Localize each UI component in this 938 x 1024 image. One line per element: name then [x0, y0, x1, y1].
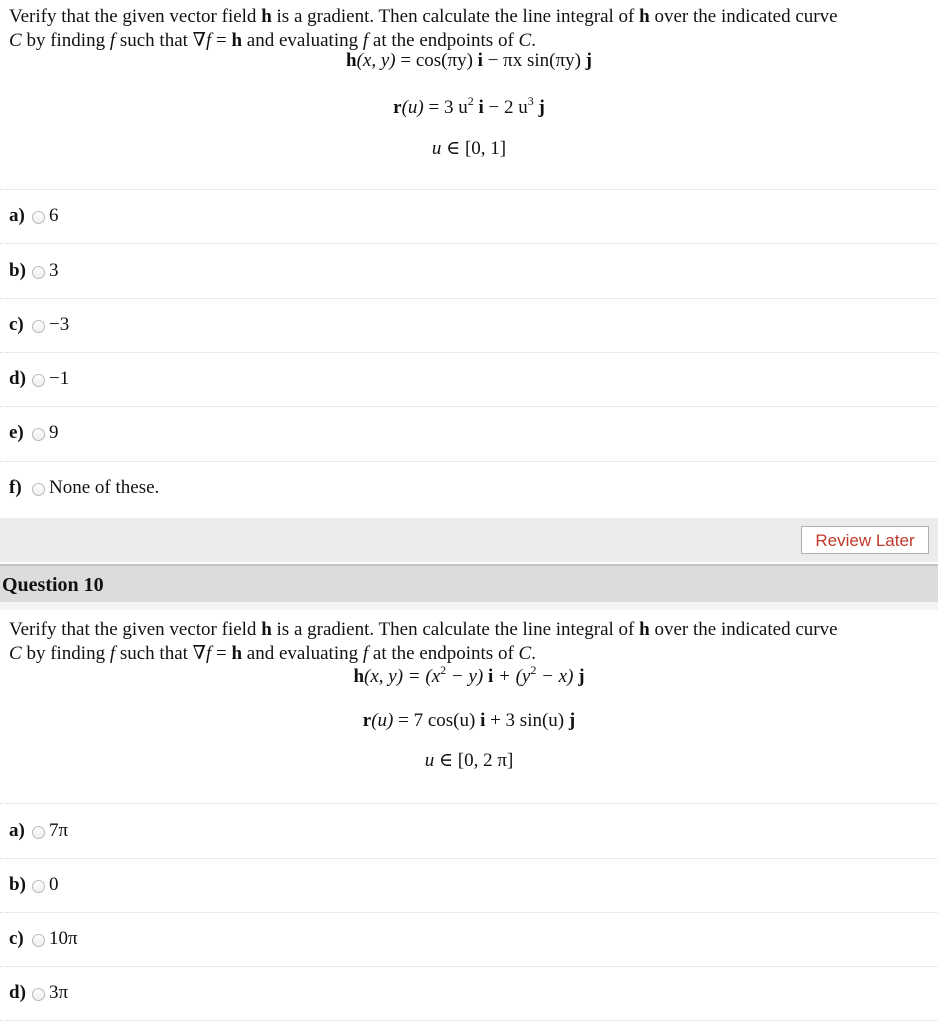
prompt-text: by finding [21, 30, 110, 51]
eq-part: j [568, 710, 576, 731]
question-prev-prompt-line1 [9, 5, 929, 29]
prompt-text: . [531, 643, 536, 664]
eq-part: i [480, 710, 486, 731]
eq-part: h [346, 50, 357, 71]
divider [0, 298, 938, 299]
radio-button[interactable] [32, 483, 45, 496]
eq-exponent: 3 [527, 94, 534, 108]
option-letter: c) [9, 314, 24, 335]
option-value: 3 [49, 260, 59, 281]
option-d[interactable] [9, 366, 69, 392]
divider [0, 1020, 938, 1021]
option-c[interactable] [9, 926, 78, 952]
prompt-text: . [531, 30, 536, 51]
domain-equation [0, 749, 938, 773]
vector-field-equation [0, 665, 938, 689]
option-a[interactable] [9, 818, 68, 844]
prompt-text: Verify that the given vector field [9, 6, 262, 27]
prompt-text: = [211, 30, 232, 51]
divider [0, 858, 938, 859]
option-f[interactable] [9, 475, 159, 501]
prompt-text: Verify that the given vector field [9, 619, 262, 640]
prompt-text: such that ∇ [115, 30, 206, 51]
divider [0, 966, 938, 967]
radio-button[interactable] [32, 934, 45, 947]
eq-exponent: 2 [530, 663, 537, 677]
option-value: 9 [49, 422, 59, 443]
question-10-prompt-line1 [9, 618, 929, 642]
prompt-text: f [109, 30, 116, 51]
option-b[interactable] [9, 872, 59, 898]
prompt-text: at the endpoints of [368, 30, 519, 51]
option-value: −3 [49, 314, 70, 335]
curve-equation [0, 96, 938, 120]
prompt-text: by finding [21, 643, 110, 664]
eq-part: (x, y) = (x [364, 666, 441, 687]
prompt-text: = [211, 643, 232, 664]
question-header [0, 564, 938, 602]
prompt-text: f [109, 643, 116, 664]
eq-part: (u) [371, 710, 394, 731]
eq-part: u [431, 138, 442, 159]
option-value: −1 [49, 368, 70, 389]
radio-button[interactable] [32, 988, 45, 1001]
eq-part: u [424, 750, 435, 771]
divider [0, 352, 938, 353]
prompt-text: over the indicated curve [649, 619, 838, 640]
option-value: 0 [49, 874, 59, 895]
option-b[interactable] [9, 258, 59, 284]
radio-button[interactable] [32, 320, 45, 333]
radio-button[interactable] [32, 211, 45, 224]
eq-part: − x) [536, 666, 579, 687]
prompt-text: at the endpoints of [368, 643, 519, 664]
question-title: Question 10 [2, 574, 104, 596]
option-letter: d) [9, 368, 26, 389]
prompt-text: over the indicated curve [649, 6, 838, 27]
radio-button[interactable] [32, 880, 45, 893]
prompt-text: and evaluating [242, 643, 363, 664]
option-letter: a) [9, 205, 25, 226]
radio-button[interactable] [32, 428, 45, 441]
review-bar [0, 518, 938, 562]
prompt-text: h [261, 619, 272, 640]
divider [0, 406, 938, 407]
option-letter: b) [9, 260, 26, 281]
option-value: 6 [49, 205, 59, 226]
prompt-text: h [639, 619, 650, 640]
divider [0, 461, 938, 462]
eq-part: j [533, 97, 545, 118]
prompt-text: f [362, 643, 369, 664]
prompt-text: f [205, 30, 212, 51]
vector-field-equation [0, 49, 938, 73]
header-separator [0, 602, 938, 610]
curve-equation [0, 709, 938, 733]
eq-part: r [362, 710, 372, 731]
option-letter: a) [9, 820, 25, 841]
eq-part: − 2 u [483, 97, 528, 118]
option-letter: d) [9, 982, 26, 1003]
eq-part: − πx sin(πy) [482, 50, 586, 71]
radio-button[interactable] [32, 826, 45, 839]
prompt-text: C [9, 643, 22, 664]
eq-exponent: 2 [467, 94, 474, 108]
eq-part: i [473, 97, 484, 118]
option-letter: c) [9, 928, 24, 949]
eq-part: i [477, 50, 483, 71]
eq-part: = 3 u [423, 97, 468, 118]
prompt-text: C [9, 30, 22, 51]
eq-part: + (y [493, 666, 531, 687]
prompt-text: h [231, 30, 243, 51]
eq-part: i [487, 666, 494, 687]
eq-part: (x, y) [356, 50, 396, 71]
eq-part: j [585, 50, 592, 71]
option-a[interactable] [9, 203, 59, 229]
prompt-text: C [518, 643, 532, 664]
eq-part: (u) [401, 97, 424, 118]
option-c[interactable] [9, 312, 69, 338]
divider [0, 189, 938, 190]
option-value: 3π [49, 982, 69, 1003]
domain-equation [0, 137, 938, 161]
review-later-button[interactable]: Review Later [801, 526, 929, 554]
eq-part: ∈ [0, 2 π] [434, 750, 514, 771]
option-e[interactable] [9, 420, 59, 446]
eq-part: − y) [446, 666, 488, 687]
eq-part: h [353, 666, 365, 687]
radio-button[interactable] [32, 374, 45, 387]
prompt-text: h [231, 643, 243, 664]
prompt-text: f [205, 643, 212, 664]
divider [0, 803, 938, 804]
eq-part: r [393, 97, 402, 118]
eq-part: = 7 cos(u) [393, 710, 481, 731]
divider [0, 912, 938, 913]
divider [0, 243, 938, 244]
option-value: 7π [49, 820, 69, 841]
option-letter: e) [9, 422, 24, 443]
question-10-prompt-line2 [9, 642, 929, 666]
eq-exponent: 2 [440, 663, 447, 677]
prompt-text: and evaluating [242, 30, 363, 51]
prompt-text: f [362, 30, 369, 51]
option-d[interactable] [9, 980, 68, 1006]
eq-part: ∈ [0, 1] [441, 138, 507, 159]
eq-part: + 3 sin(u) [485, 710, 569, 731]
option-value: 10π [49, 928, 78, 949]
option-value: None of these. [49, 477, 160, 498]
prompt-text: h [261, 6, 272, 27]
eq-part: j [578, 666, 585, 687]
prompt-text: is a gradient. Then calculate the line integral of [271, 6, 640, 27]
option-letter: b) [9, 874, 26, 895]
prompt-text: C [518, 30, 532, 51]
radio-button[interactable] [32, 266, 45, 279]
prompt-text: h [639, 6, 650, 27]
prompt-text: such that ∇ [115, 643, 206, 664]
prompt-text: is a gradient. Then calculate the line integral of [271, 619, 640, 640]
eq-part: = cos(πy) [395, 50, 478, 71]
option-letter: f) [9, 477, 22, 498]
